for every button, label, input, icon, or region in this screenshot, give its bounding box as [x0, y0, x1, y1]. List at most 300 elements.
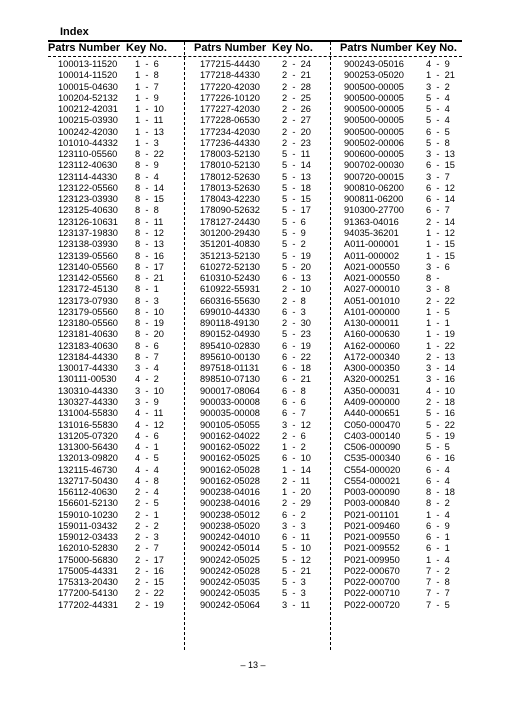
key-number: 1 - 11	[135, 115, 164, 126]
key-number: 8 - 11	[135, 216, 164, 227]
key-number: 1 - 4	[426, 509, 450, 520]
part-number: 900500-00005	[344, 81, 404, 92]
key-number: 3 - 11	[282, 599, 311, 610]
key-number: 3 - 10	[135, 385, 164, 396]
key-number: 2 - 3	[135, 532, 159, 543]
key-number: 3 - 3	[282, 520, 306, 531]
part-number: A300-000350	[344, 363, 400, 374]
part-number: 100212-42031	[58, 104, 118, 115]
part-number: A350-000031	[344, 385, 400, 396]
key-number: 6 - 5	[426, 126, 450, 137]
part-number: 177215-44430	[200, 59, 260, 69]
part-number: 900017-08064	[200, 385, 260, 396]
part-number: A172-000340	[344, 351, 400, 362]
key-number: 5 - 19	[282, 250, 311, 261]
key-number: 2 - 15	[135, 577, 164, 588]
part-number: 123126-10631	[58, 216, 118, 227]
key-number: 5 - 12	[282, 554, 311, 565]
key-number: 2 - 10	[282, 284, 311, 295]
part-number: 900500-00005	[344, 126, 404, 137]
part-number: A160-000630	[344, 329, 400, 340]
part-number: 100242-42030	[58, 126, 118, 137]
key-number: 4 - 11	[135, 408, 164, 419]
key-number: 3 - 14	[426, 363, 455, 374]
key-number: 5 - 19	[426, 430, 455, 441]
part-number: C506-000090	[344, 442, 401, 453]
part-number: 178010-52130	[200, 160, 260, 171]
key-number: 2 - 14	[426, 216, 455, 227]
part-number: 132115-46730	[58, 464, 118, 475]
part-number: 123110-05560	[58, 149, 118, 160]
key-number: 4 - 2	[135, 374, 159, 385]
part-number: P021-009460	[344, 520, 400, 531]
key-number: 2 - 19	[135, 599, 164, 610]
key-number: 2 - 6	[282, 430, 306, 441]
part-number: 900243-05016	[344, 59, 404, 69]
key-number: 5 - 17	[282, 205, 311, 216]
part-number: 131004-55830	[58, 408, 118, 419]
part-number: 123173-07930	[58, 295, 118, 306]
part-number: C050-000470	[344, 419, 401, 430]
key-number: 1 - 9	[135, 92, 159, 103]
part-number: 123179-05560	[58, 306, 118, 317]
key-number: 2 - 24	[282, 59, 311, 69]
key-number-header: Key No.	[272, 42, 313, 54]
key-number: 5 - 10	[282, 543, 311, 554]
key-number: 6 - 13	[282, 273, 311, 284]
key-number: 5 - 11	[282, 149, 311, 160]
part-number: 159012-03433	[58, 532, 118, 543]
part-number: P003-000840	[344, 498, 400, 509]
key-number: 3 - 9	[135, 396, 159, 407]
part-number: 178090-52632	[200, 205, 260, 216]
part-number: 123184-44330	[58, 351, 118, 362]
part-number: 910300-27700	[344, 205, 404, 216]
key-number: 6 - 22	[282, 351, 311, 362]
part-number: 900162-05022	[200, 442, 260, 453]
part-number: 900600-00005	[344, 149, 404, 160]
part-number: 897518-01131	[200, 363, 260, 374]
part-number: 177200-54130	[58, 588, 118, 599]
part-number: P003-000090	[344, 487, 400, 498]
key-number: 7 - 2	[426, 565, 450, 576]
part-number: 900162-05025	[200, 453, 260, 464]
part-number: 178003-52130	[200, 149, 260, 160]
key-number: 6 - 21	[282, 374, 311, 385]
key-number: 8 - 8	[135, 205, 159, 216]
part-number: A409-000000	[344, 396, 400, 407]
key-number: 5 - 6	[282, 216, 306, 227]
part-number: 156601-52130	[58, 498, 118, 509]
part-number: 178012-52630	[200, 171, 260, 182]
part-number-header: Patrs Number	[340, 42, 413, 54]
key-number: 5 - 3	[282, 577, 306, 588]
part-number: 131016-55830	[58, 419, 118, 430]
part-number: 900242-05014	[200, 543, 260, 554]
part-number: 175313-20430	[58, 577, 118, 588]
part-number: 890118-49130	[200, 318, 260, 329]
part-number: 900720-00015	[344, 171, 404, 182]
part-number: P022-000710	[344, 588, 400, 599]
key-number: 2 - 18	[426, 396, 455, 407]
part-number: A440-000651	[344, 408, 400, 419]
part-number: 890152-04930	[200, 329, 260, 340]
key-number: 5 - 8	[426, 137, 450, 148]
key-number: 5 - 5	[426, 442, 450, 453]
part-number: A162-000060	[344, 340, 400, 351]
part-number: A021-000550	[344, 273, 400, 284]
part-number: 123140-05560	[58, 261, 118, 272]
part-number: 123138-03930	[58, 239, 118, 250]
column-divider	[330, 42, 331, 650]
key-number: 8 - 3	[135, 295, 159, 306]
key-number: 6 - 3	[282, 306, 306, 317]
key-number: 1 - 4	[426, 554, 450, 565]
header-rule	[48, 56, 462, 57]
key-number: 6 - 12	[426, 182, 455, 193]
key-number: 6 - 8	[282, 385, 306, 396]
part-number: 130017-44330	[58, 363, 118, 374]
key-number: 5 - 2	[282, 239, 306, 250]
part-number: 895610-00130	[200, 351, 260, 362]
key-number: 6 - 4	[426, 464, 450, 475]
part-number: 900033-00008	[200, 396, 260, 407]
part-number: 175000-56830	[58, 554, 118, 565]
key-number: 6 - 1	[426, 543, 450, 554]
part-number: 351201-40830	[200, 239, 260, 250]
key-number: 2 - 11	[282, 475, 311, 486]
part-number: A051-001010	[344, 295, 400, 306]
part-number: 123180-05560	[58, 318, 118, 329]
key-number: 4 - 8	[135, 475, 159, 486]
key-number: 5 - 9	[282, 227, 306, 238]
key-number: 2 - 7	[135, 543, 159, 554]
part-number: 900253-05020	[344, 70, 404, 81]
part-number: 100014-11520	[58, 70, 118, 81]
part-number: P021-009552	[344, 543, 400, 554]
part-number: 900810-06200	[344, 182, 404, 193]
key-number: 2 - 27	[282, 115, 311, 126]
key-number: 2 - 21	[282, 70, 311, 81]
key-number: 6 - 10	[282, 453, 311, 464]
key-number: 8 -	[426, 273, 440, 284]
part-number: A130-000011	[344, 318, 400, 329]
part-number: 900242-05035	[200, 588, 260, 599]
part-number: 177236-44330	[200, 137, 260, 148]
key-number: 2 - 30	[282, 318, 311, 329]
key-number: 7 - 5	[426, 599, 450, 610]
key-number: 1 - 15	[426, 250, 455, 261]
part-number: 130111-00530	[58, 374, 117, 385]
part-number: 900238-04016	[200, 487, 260, 498]
key-number: 8 - 6	[135, 340, 159, 351]
part-number: P022-000720	[344, 599, 400, 610]
key-number: 8 - 1	[135, 284, 159, 295]
key-number: 8 - 10	[135, 306, 164, 317]
part-number: 100204-52132	[58, 92, 118, 103]
part-number: P021-009950	[344, 554, 400, 565]
part-number: 177227-42030	[200, 104, 260, 115]
key-number: 8 - 18	[426, 487, 455, 498]
part-number: 123137-19830	[58, 227, 118, 238]
part-number: A101-000000	[344, 306, 400, 317]
key-number: 5 - 13	[282, 171, 311, 182]
key-number: 1 - 2	[282, 442, 306, 453]
key-number: 6 - 19	[282, 340, 311, 351]
key-number: 7 - 8	[426, 577, 450, 588]
key-number: 1 - 14	[282, 464, 311, 475]
part-number: 900811-06200	[344, 194, 404, 205]
key-number: 2 - 5	[135, 498, 159, 509]
part-number: 123123-03930	[58, 194, 118, 205]
key-number: 2 - 22	[135, 588, 164, 599]
key-number: 5 - 22	[426, 419, 455, 430]
part-number: P021-009550	[344, 532, 400, 543]
key-number: 2 - 17	[135, 554, 164, 565]
part-number: P022-000700	[344, 577, 400, 588]
key-number: 2 - 16	[135, 565, 164, 576]
part-number: 132013-09820	[58, 453, 118, 464]
part-number: C403-000140	[344, 430, 401, 441]
key-number: 5 - 21	[282, 565, 311, 576]
part-number: 900242-04010	[200, 532, 260, 543]
key-number: 1 - 6	[135, 59, 159, 69]
part-number: 101010-44332	[58, 137, 118, 148]
part-number: 610272-52130	[200, 261, 260, 272]
part-number: A011-000002	[344, 250, 400, 261]
part-number: 94035-36201	[344, 227, 399, 238]
part-number: 177234-42030	[200, 126, 260, 137]
part-number: 351213-52130	[200, 250, 260, 261]
part-number: 900242-05035	[200, 577, 260, 588]
key-number: 6 - 6	[282, 396, 306, 407]
part-number: 123142-05560	[58, 273, 118, 284]
part-number: 91363-04016	[344, 216, 399, 227]
key-number: 2 - 20	[282, 126, 311, 137]
part-number: 178127-24430	[200, 216, 260, 227]
key-number: 4 - 10	[426, 385, 455, 396]
key-number: 5 - 4	[426, 115, 450, 126]
key-number: 2 - 29	[282, 498, 311, 509]
part-number: 610310-52430	[200, 273, 260, 284]
part-number: A320-000251	[344, 374, 400, 385]
key-number: 6 - 9	[426, 520, 450, 531]
key-number: 5 - 23	[282, 329, 311, 340]
part-number: 123122-05560	[58, 182, 118, 193]
key-number: 1 - 20	[282, 487, 311, 498]
key-number: 8 - 21	[135, 273, 164, 284]
part-number-header: Patrs Number	[194, 42, 267, 54]
key-number: 2 - 2	[135, 520, 159, 531]
key-number: 5 - 14	[282, 160, 311, 171]
key-number: 6 - 15	[426, 160, 455, 171]
part-number: 123114-44330	[58, 171, 118, 182]
part-number: 175005-44331	[58, 565, 118, 576]
part-number: 177226-10120	[200, 92, 260, 103]
part-number: 131300-56430	[58, 442, 118, 453]
key-number: 6 - 4	[426, 475, 450, 486]
part-number: P022-000670	[344, 565, 400, 576]
key-number: 3 - 8	[426, 284, 450, 295]
key-number: 2 - 26	[282, 104, 311, 115]
key-number: 1 - 8	[135, 70, 159, 81]
key-number: 8 - 2	[426, 498, 450, 509]
key-number: 1 - 10	[135, 104, 164, 115]
part-number: 177218-44330	[200, 70, 260, 81]
key-number: 8 - 20	[135, 329, 164, 340]
part-number: 178013-52630	[200, 182, 260, 193]
key-number: 1 - 19	[426, 329, 455, 340]
key-number: 8 - 14	[135, 182, 164, 193]
part-number: 900105-05055	[200, 419, 260, 430]
part-number: 900238-04016	[200, 498, 260, 509]
key-number: 4 - 9	[426, 59, 450, 69]
key-number: 6 - 7	[282, 408, 306, 419]
part-number: 100015-04630	[58, 81, 118, 92]
key-number-header: Key No.	[126, 42, 167, 54]
part-number: 610922-55931	[200, 284, 260, 295]
part-number: 900500-00005	[344, 104, 404, 115]
key-number: 2 - 25	[282, 92, 311, 103]
key-number: 6 - 7	[426, 205, 450, 216]
part-number: 123183-40630	[58, 340, 118, 351]
part-number: 132717-50430	[58, 475, 118, 486]
key-number: 5 - 18	[282, 182, 311, 193]
key-number: 8 - 13	[135, 239, 164, 250]
page-number: – 13 –	[240, 660, 266, 670]
part-number: 900242-05028	[200, 565, 260, 576]
key-number: 2 - 8	[282, 295, 306, 306]
key-number: 4 - 12	[135, 419, 164, 430]
key-number: 2 - 1	[135, 509, 159, 520]
key-number: 8 - 16	[135, 250, 164, 261]
part-number: 156112-40630	[58, 487, 118, 498]
part-number: 900242-05025	[200, 554, 260, 565]
key-number: 1 - 12	[426, 227, 455, 238]
part-number: A011-000001	[344, 239, 400, 250]
key-number: 1 - 21	[426, 70, 455, 81]
part-number: 178043-42230	[200, 194, 260, 205]
part-number: C554-000021	[344, 475, 401, 486]
part-number: 301200-29430	[200, 227, 260, 238]
part-number: 895410-02830	[200, 340, 260, 351]
part-number: C554-000020	[344, 464, 401, 475]
key-number: 8 - 15	[135, 194, 164, 205]
part-number: 900702-00030	[344, 160, 404, 171]
part-number: 123181-40630	[58, 329, 118, 340]
part-number: 123125-40630	[58, 205, 118, 216]
part-number: A027-000010	[344, 284, 400, 295]
key-number: 5 - 4	[426, 104, 450, 115]
part-number: 177220-42030	[200, 81, 260, 92]
part-number: 162010-52830	[58, 543, 118, 554]
part-number: 900502-00006	[344, 137, 404, 148]
key-number: 4 - 5	[135, 453, 159, 464]
key-number: 8 - 19	[135, 318, 164, 329]
key-number: 3 - 13	[426, 149, 455, 160]
key-number: 3 - 12	[282, 419, 311, 430]
column-divider	[184, 42, 185, 650]
key-number: 8 - 7	[135, 351, 159, 362]
part-number: 900500-00005	[344, 115, 404, 126]
part-number: 900162-04022	[200, 430, 260, 441]
key-number: 6 - 18	[282, 363, 311, 374]
index-title: Index	[60, 26, 89, 38]
part-number-header: Patrs Number	[48, 42, 121, 54]
key-number: 8 - 17	[135, 261, 164, 272]
key-number: 8 - 9	[135, 160, 159, 171]
key-number: 8 - 22	[135, 149, 164, 160]
key-number: 5 - 4	[426, 92, 450, 103]
key-number: 5 - 16	[426, 408, 455, 419]
key-number: 2 - 13	[426, 351, 455, 362]
key-number: 1 - 5	[426, 306, 450, 317]
key-number: 3 - 6	[426, 261, 450, 272]
key-number: 3 - 7	[426, 171, 450, 182]
key-number: 8 - 4	[135, 171, 159, 182]
part-number: 900242-05064	[200, 599, 260, 610]
key-number: 1 - 22	[426, 340, 455, 351]
key-number: 1 - 1	[426, 318, 450, 329]
key-number: 6 - 1	[426, 532, 450, 543]
part-number: 699010-44330	[200, 306, 260, 317]
key-number: 7 - 7	[426, 588, 450, 599]
part-number: 660316-55630	[200, 295, 260, 306]
key-number: 5 - 15	[282, 194, 311, 205]
part-number: 100215-03930	[58, 115, 118, 126]
key-number: 5 - 20	[282, 261, 311, 272]
key-number: 4 - 4	[135, 464, 159, 475]
part-number: 130310-44330	[58, 385, 118, 396]
part-number: A021-000550	[344, 261, 400, 272]
key-number: 1 - 7	[135, 81, 159, 92]
key-number: 2 - 22	[426, 295, 455, 306]
key-number: 4 - 6	[135, 430, 159, 441]
key-number: 2 - 23	[282, 137, 311, 148]
key-number: 1 - 3	[135, 137, 159, 148]
key-number: 6 - 16	[426, 453, 455, 464]
key-number: 2 - 4	[135, 487, 159, 498]
key-number: 6 - 2	[282, 509, 306, 520]
key-number: 4 - 1	[135, 442, 159, 453]
part-number: 159011-03432	[58, 520, 118, 531]
part-number: 123112-40630	[58, 160, 118, 171]
part-number: 100013-11520	[58, 59, 118, 69]
part-number: 900035-00008	[200, 408, 260, 419]
part-number: 131205-07320	[58, 430, 118, 441]
key-number: 6 - 11	[282, 532, 311, 543]
key-number: 1 - 13	[135, 126, 164, 137]
part-number: P021-001101	[344, 509, 400, 520]
key-number: 3 - 2	[426, 81, 450, 92]
part-number: 898510-07130	[200, 374, 260, 385]
part-number: 900162-05028	[200, 475, 260, 486]
part-number: 177228-06530	[200, 115, 260, 126]
part-number: 130327-44330	[58, 396, 118, 407]
part-number: 900238-05020	[200, 520, 260, 531]
part-number: 177202-44331	[58, 599, 118, 610]
key-number: 3 - 16	[426, 374, 455, 385]
part-number: 900162-05028	[200, 464, 260, 475]
key-number: 2 - 28	[282, 81, 311, 92]
key-number: 3 - 4	[135, 363, 159, 374]
key-number: 5 - 3	[282, 588, 306, 599]
key-number: 8 - 12	[135, 227, 164, 238]
key-number: 6 - 14	[426, 194, 455, 205]
part-number: 159010-10230	[58, 509, 118, 520]
part-number: C535-000340	[344, 453, 401, 464]
part-number: 123139-05560	[58, 250, 118, 261]
